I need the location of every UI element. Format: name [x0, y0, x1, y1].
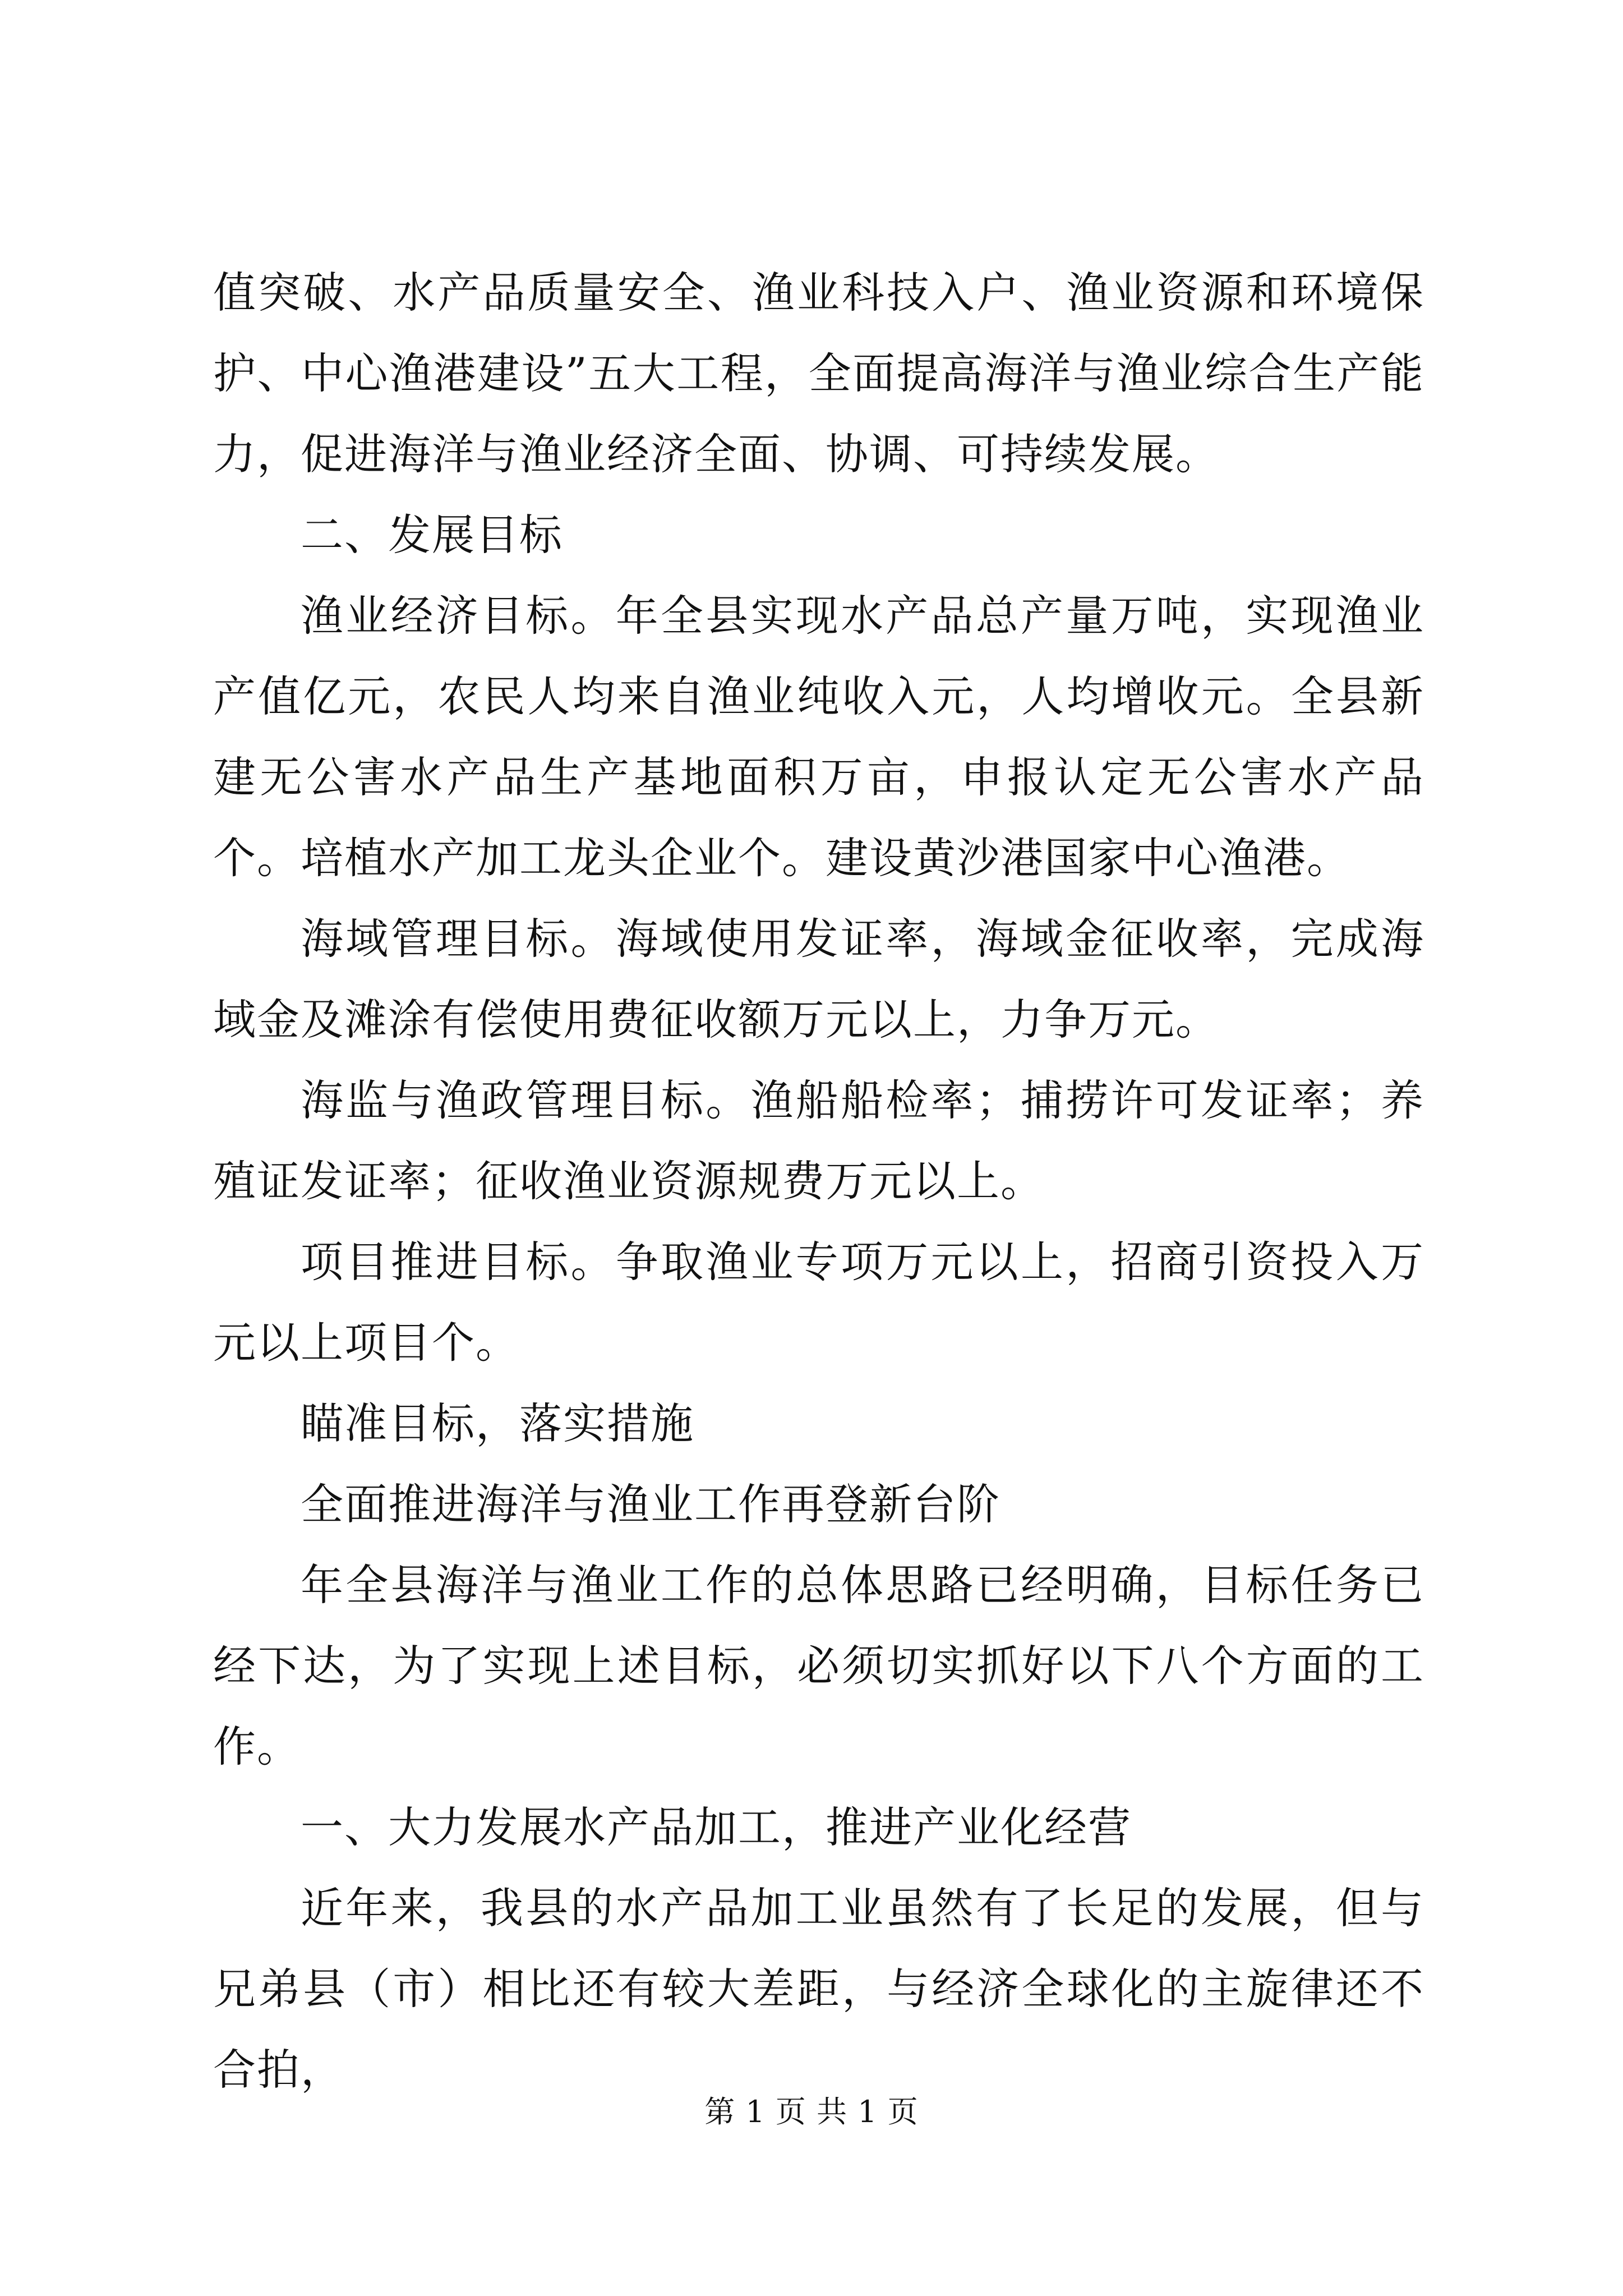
- document-body: [213, 252, 1424, 2110]
- page-footer: 第 1 页 共 1 页: [704, 2094, 919, 2129]
- title-line-1: 瞄准目标，落实措施: [301, 1398, 694, 1448]
- paragraph-sea-area-management-goal: 海域管理目标。海域使用发证率，海域金征收率，完成海域金及滩涂有偿使用费征收额万元以上，力争万元。: [213, 914, 1424, 1045]
- paragraph-fishery-economy-goal: 渔业经济目标。年全县实现水产品总产量万吨，实现渔业产值亿元，农民人均来自渔业纯收入元，人均增收元。全县新建无公害水产品生产基地面积万亩，申报认定无公害水产品个。培植水产加工龙头企业个。建设黄沙港国家中心渔港。: [213, 591, 1424, 883]
- paragraph-fishery-administration-goal: 海监与渔政管理目标。渔船船检率；捕捞许可发证率；养殖证发证率；征收渔业资源规费万元以上。: [213, 1075, 1424, 1206]
- title-line-2: 全面推进海洋与渔业工作再登新台阶: [301, 1479, 1000, 1529]
- paragraph-processing-status: 近年来，我县的水产品加工业虽然有了长足的发展，但与兄弟县（市）相比还有较大差距，与经济全球化的主旋律还不合拍，: [213, 1883, 1424, 2095]
- paragraph-continuation: 值突破、水产品质量安全、渔业科技入户、渔业资源和环境保护、中心渔港建设”五大工程，全面提高海洋与渔业综合生产能力，促进海洋与渔业经济全面、协调、可持续发展。: [213, 268, 1424, 479]
- paragraph-overall-approach: 年全县海洋与渔业工作的总体思路已经明确，目标任务已经下达，为了实现上述目标，必须切实抓好以下八个方面的工作。: [213, 1560, 1424, 1772]
- section-heading-aquatic-processing: 一、大力发展水产品加工，推进产业化经营: [301, 1802, 1132, 1852]
- section-heading-development-goals: 二、发展目标: [301, 510, 563, 560]
- paragraph-project-goal: 项目推进目标。争取渔业专项万元以上，招商引资投入万元以上项目个。: [213, 1237, 1424, 1368]
